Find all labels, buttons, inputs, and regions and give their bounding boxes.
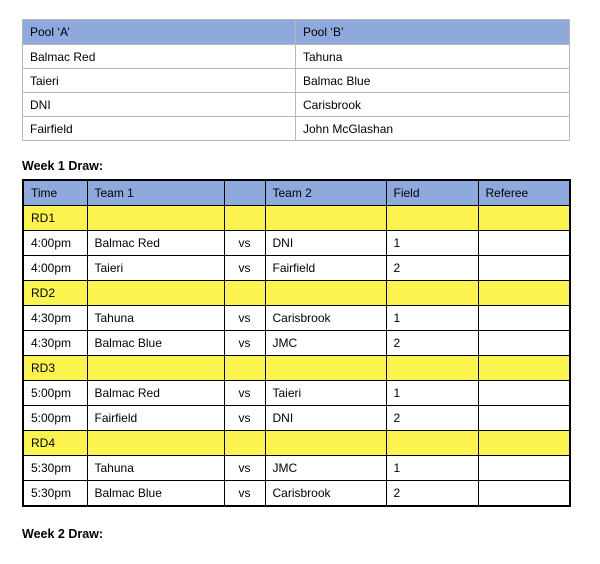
field-cell: 1 (386, 306, 478, 331)
team2-cell: Carisbrook (265, 306, 386, 331)
time-header: Time (23, 180, 87, 206)
vs-cell: vs (224, 381, 265, 406)
vs-cell: vs (224, 406, 265, 431)
round-label-cell: RD2 (23, 281, 87, 306)
field-header: Field (386, 180, 478, 206)
time-cell: 4:00pm (23, 256, 87, 281)
field-cell: 2 (386, 256, 478, 281)
time-cell: 5:30pm (23, 481, 87, 507)
pool-b-header: Pool ‘B’ (296, 20, 570, 45)
team2-cell: DNI (265, 406, 386, 431)
pool-a-team: Taieri (23, 69, 296, 93)
time-cell: 4:30pm (23, 306, 87, 331)
round-row-rd1 (23, 206, 570, 231)
field-cell: 1 (386, 381, 478, 406)
empty-cell (478, 356, 570, 381)
round-row-rd3 (23, 356, 570, 381)
game-row (23, 381, 570, 406)
round-label-cell: RD4 (23, 431, 87, 456)
team2-cell: DNI (265, 231, 386, 256)
pool-b-team: Carisbrook (296, 93, 570, 117)
pool-row (23, 45, 570, 69)
referee-cell (478, 381, 570, 406)
empty-cell (87, 356, 224, 381)
time-cell: 4:00pm (23, 231, 87, 256)
empty-cell (265, 431, 386, 456)
empty-cell (224, 281, 265, 306)
game-row (23, 306, 570, 331)
team1-header: Team 1 (87, 180, 224, 206)
empty-cell (87, 431, 224, 456)
time-cell: 5:00pm (23, 381, 87, 406)
game-row (23, 456, 570, 481)
team1-cell: Fairfield (87, 406, 224, 431)
team2-cell: Fairfield (265, 256, 386, 281)
field-cell: 2 (386, 481, 478, 507)
empty-cell (265, 356, 386, 381)
pool-row (23, 69, 570, 93)
round-row-rd2 (23, 281, 570, 306)
vs-cell: vs (224, 456, 265, 481)
team1-cell: Balmac Blue (87, 481, 224, 507)
field-cell: 2 (386, 331, 478, 356)
pool-b-team: Tahuna (296, 45, 570, 69)
empty-cell (265, 281, 386, 306)
referee-cell (478, 406, 570, 431)
team2-header: Team 2 (265, 180, 386, 206)
referee-cell (478, 331, 570, 356)
pool-header-row (23, 20, 570, 45)
vs-cell: vs (224, 481, 265, 507)
field-cell: 1 (386, 231, 478, 256)
referee-cell (478, 256, 570, 281)
vs-cell: vs (224, 231, 265, 256)
round-row-rd4 (23, 431, 570, 456)
time-cell: 5:00pm (23, 406, 87, 431)
team1-cell: Balmac Red (87, 381, 224, 406)
field-cell: 1 (386, 456, 478, 481)
team2-cell: Taieri (265, 381, 386, 406)
team2-cell: JMC (265, 456, 386, 481)
round-label-cell: RD3 (23, 356, 87, 381)
game-row (23, 406, 570, 431)
time-cell: 5:30pm (23, 456, 87, 481)
empty-cell (478, 281, 570, 306)
pool-b-team: Balmac Blue (296, 69, 570, 93)
vs-cell: vs (224, 256, 265, 281)
pool-row (23, 117, 570, 141)
team2-cell: Carisbrook (265, 481, 386, 507)
pool-b-team: John McGlashan (296, 117, 570, 141)
time-cell: 4:30pm (23, 331, 87, 356)
empty-cell (87, 281, 224, 306)
team1-cell: Taieri (87, 256, 224, 281)
empty-cell (224, 356, 265, 381)
draw-header-row (23, 180, 570, 206)
pool-table (22, 19, 570, 141)
referee-cell (478, 456, 570, 481)
team1-cell: Tahuna (87, 306, 224, 331)
empty-cell (386, 431, 478, 456)
empty-cell (386, 356, 478, 381)
week1-draw-table (22, 179, 571, 507)
round-label-cell: RD1 (23, 206, 87, 231)
game-row (23, 231, 570, 256)
week2-heading: Week 2 Draw: (22, 527, 104, 541)
game-row (23, 481, 570, 507)
game-row (23, 256, 570, 281)
empty-cell (478, 431, 570, 456)
referee-cell (478, 481, 570, 507)
vs-cell: vs (224, 331, 265, 356)
empty-cell (265, 206, 386, 231)
vs-header (224, 180, 265, 206)
pool-a-team: Fairfield (23, 117, 296, 141)
field-cell: 2 (386, 406, 478, 431)
game-row (23, 331, 570, 356)
empty-cell (224, 206, 265, 231)
empty-cell (386, 206, 478, 231)
referee-cell (478, 306, 570, 331)
team1-cell: Tahuna (87, 456, 224, 481)
team2-cell: JMC (265, 331, 386, 356)
week1-heading: Week 1 Draw: (22, 159, 104, 173)
referee-cell (478, 231, 570, 256)
empty-cell (478, 206, 570, 231)
team1-cell: Balmac Red (87, 231, 224, 256)
pool-a-header: Pool ‘A’ (23, 20, 296, 45)
empty-cell (87, 206, 224, 231)
empty-cell (224, 431, 265, 456)
referee-header: Referee (478, 180, 570, 206)
pool-a-team: DNI (23, 93, 296, 117)
pool-a-team: Balmac Red (23, 45, 296, 69)
empty-cell (386, 281, 478, 306)
vs-cell: vs (224, 306, 265, 331)
pool-row (23, 93, 570, 117)
team1-cell: Balmac Blue (87, 331, 224, 356)
